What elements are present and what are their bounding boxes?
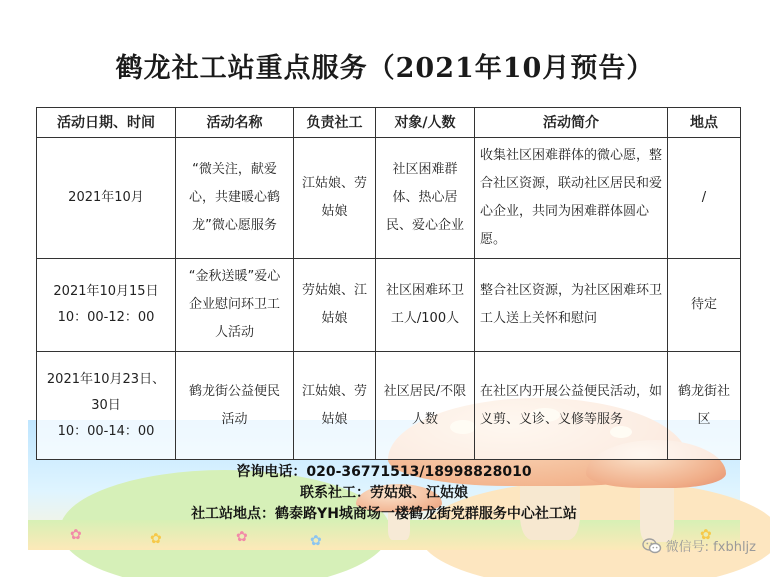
page-title: 鹤龙社工站重点服务（2021年10月预告） bbox=[115, 53, 655, 84]
flower-icon: ✿ bbox=[700, 527, 712, 543]
cell-target: 社区困难群体、热心居民、爱心企业 bbox=[376, 138, 475, 259]
cell-activity-name: “微关注，献爱心，共建暖心鹤龙”微心愿服务 bbox=[176, 138, 294, 259]
cell-location: 鹤龙街社区 bbox=[668, 352, 741, 460]
cell-intro: 整合社区资源，为社区困难环卫工人送上关怀和慰问 bbox=[475, 259, 668, 352]
cell-social-worker: 江姑娘、劳姑娘 bbox=[294, 352, 376, 460]
cell-social-worker: 江姑娘、劳姑娘 bbox=[294, 138, 376, 259]
cell-target: 社区困难环卫工人/100人 bbox=[376, 259, 475, 352]
cell-intro: 收集社区困难群体的微心愿，整合社区资源，联动社区居民和爱心企业，共同为困难群体圆心愿。 bbox=[475, 138, 668, 259]
contact-info bbox=[28, 462, 740, 525]
header-target-count: 对象/人数 bbox=[376, 108, 475, 138]
time-line: 10：00-12：00 bbox=[57, 310, 155, 325]
wechat-id: 微信号: fxbhljz bbox=[665, 540, 756, 555]
cell-intro: 在社区内开展公益便民活动，如义剪、义诊、义修等服务 bbox=[475, 352, 668, 460]
contact-phone: 咨询电话：020-36771513/18998828010 bbox=[236, 464, 532, 480]
table-row bbox=[37, 138, 741, 259]
wechat-watermark bbox=[642, 536, 756, 555]
date-line: 2021年10月23日、30日 bbox=[46, 371, 166, 413]
cell-target: 社区居民/不限人数 bbox=[376, 352, 475, 460]
wechat-icon bbox=[642, 538, 662, 554]
header-activity-name: 活动名称 bbox=[176, 108, 294, 138]
flower-icon: ✿ bbox=[310, 533, 322, 549]
header-location: 地点 bbox=[668, 108, 741, 138]
service-schedule-table bbox=[36, 107, 741, 460]
cell-date bbox=[37, 352, 176, 460]
flower-icon: ✿ bbox=[150, 531, 162, 547]
contact-address: 社工站地点：鹤泰路YH城商场一楼鹤龙街党群服务中心社工站 bbox=[191, 506, 577, 522]
cell-social-worker: 劳姑娘、江姑娘 bbox=[294, 259, 376, 352]
date-line: 2021年10月 bbox=[68, 190, 144, 205]
cell-activity-name: 鹤龙街公益便民活动 bbox=[176, 352, 294, 460]
cell-activity-name: “金秋送暖”爱心企业慰问环卫工人活动 bbox=[176, 259, 294, 352]
time-line: 10：00-14：00 bbox=[57, 423, 155, 439]
contact-worker: 联系社工：劳姑娘、江姑娘 bbox=[300, 485, 468, 501]
table-row bbox=[37, 259, 741, 352]
header-activity-intro: 活动简介 bbox=[475, 108, 668, 138]
cell-location: / bbox=[668, 138, 741, 259]
table-row bbox=[37, 352, 741, 460]
flower-icon: ✿ bbox=[236, 529, 248, 545]
table-header-row bbox=[37, 108, 741, 138]
cell-date bbox=[37, 138, 176, 259]
date-line: 2021年10月15日 bbox=[53, 284, 159, 299]
flower-icon: ✿ bbox=[70, 527, 82, 543]
header-social-worker: 负责社工 bbox=[294, 108, 376, 138]
header-date-time: 活动日期、时间 bbox=[37, 108, 176, 138]
cell-date bbox=[37, 259, 176, 352]
cell-location: 待定 bbox=[668, 259, 741, 352]
